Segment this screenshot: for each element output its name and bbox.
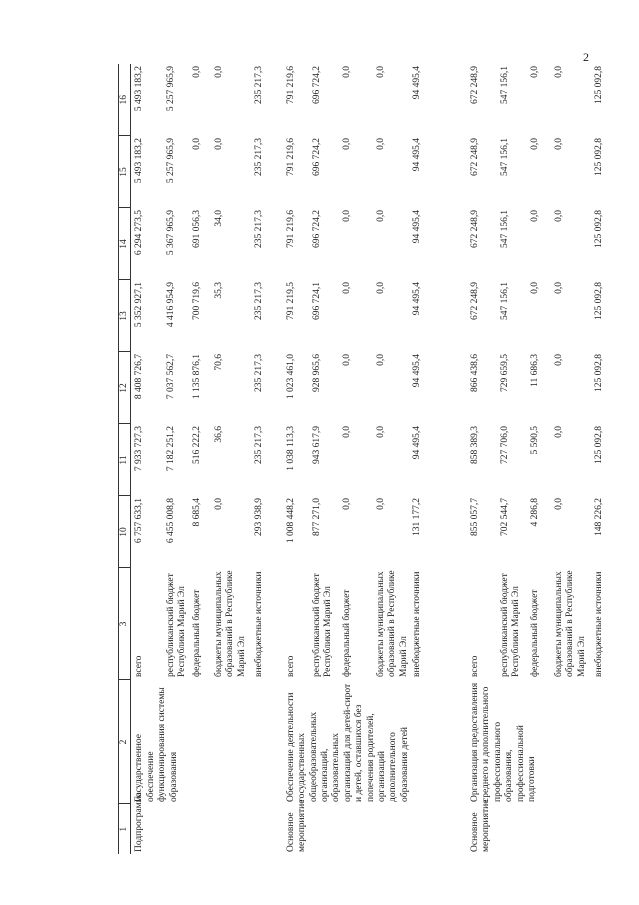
header-cell: 16 [119, 64, 131, 136]
value-cell: 7 182 251,2 [165, 426, 176, 472]
budget-table [118, 64, 619, 854]
header-cell: 3 [119, 568, 131, 680]
value-cell: 1 135 876,1 [191, 354, 202, 400]
funding-source-cell: всего [134, 655, 145, 677]
value-cell: 125 092,8 [594, 282, 605, 320]
value-cell: 1 008 448,2 [285, 498, 296, 544]
value-cell: 7 933 727,3 [134, 426, 145, 472]
funding-source-cell: республиканский бюджет Республики Марий Эл [311, 573, 334, 677]
value-cell: 0,0 [341, 66, 352, 78]
value-cell: 7 037 562,7 [165, 354, 176, 400]
value-cell: 0,0 [341, 498, 352, 510]
value-cell: 235 217,3 [253, 282, 264, 320]
table-row [283, 64, 311, 854]
funding-source-cell: внебюджетные источники [253, 571, 264, 677]
table-body [131, 64, 619, 854]
value-cell: 293 938,9 [253, 498, 264, 536]
value-cell: 791 219,6 [285, 138, 296, 176]
value-cell: 6 455 008,8 [165, 498, 176, 544]
value-cell: 125 092,8 [594, 354, 605, 392]
header-cell: 15 [119, 136, 131, 208]
header-cell: 14 [119, 208, 131, 280]
value-cell: 0,0 [554, 498, 565, 510]
value-cell: 0,0 [341, 138, 352, 150]
value-cell: 94 495,4 [412, 138, 423, 172]
value-cell: 34,0 [213, 210, 224, 227]
value-cell: 0,0 [191, 66, 202, 78]
funding-source-cell: бюджеты муниципальных образований в Республике Марий Эл [375, 570, 409, 677]
funding-source-cell: федеральный бюджет [191, 589, 202, 677]
funding-source-cell: республиканский бюджет Республики Марий Эл [500, 573, 522, 677]
item-type-cell: Основное мероприятие [470, 799, 492, 852]
value-cell: 0,0 [213, 138, 224, 150]
value-cell: 235 217,3 [253, 210, 264, 248]
value-cell: 866 438,6 [470, 354, 481, 392]
item-name-cell: Государственное обеспечение функционирования системы образования [134, 687, 179, 802]
value-cell: 94 495,4 [412, 66, 423, 100]
value-cell: 5 493 183,2 [134, 66, 145, 112]
value-cell: 125 092,8 [594, 210, 605, 248]
value-cell: 672 248,9 [470, 66, 481, 104]
funding-source-cell: всего [470, 655, 481, 677]
value-cell: 125 092,8 [594, 426, 605, 464]
value-cell: 727 706,0 [500, 426, 511, 464]
value-cell: 0,0 [213, 498, 224, 510]
value-cell: 791 219,6 [285, 66, 296, 104]
value-cell: 547 156,1 [500, 66, 511, 104]
value-cell: 0,0 [554, 210, 565, 222]
value-cell: 0,0 [341, 210, 352, 222]
header-cell: 13 [119, 280, 131, 352]
value-cell: 0,0 [375, 498, 386, 510]
value-cell: 696 724,2 [311, 66, 322, 104]
header-cell: 2 [119, 680, 131, 804]
value-cell: 0,0 [375, 210, 386, 222]
value-cell: 0,0 [341, 354, 352, 366]
value-cell: 125 092,8 [594, 66, 605, 104]
value-cell: 691 056,3 [191, 210, 202, 248]
value-cell: 70,6 [213, 354, 224, 371]
funding-source-cell: бюджеты муниципальных образований в Республике Марий Эл [554, 570, 587, 677]
value-cell: 672 248,9 [470, 282, 481, 320]
value-cell: 791 219,6 [285, 210, 296, 248]
value-cell: 928 965,6 [311, 354, 322, 392]
value-cell: 516 222,2 [191, 426, 202, 464]
funding-source-cell: федеральный бюджет [341, 589, 352, 677]
item-type-cell: Подпрограмма [134, 792, 145, 852]
value-cell: 235 217,3 [253, 138, 264, 176]
value-cell: 148 226,2 [594, 498, 605, 536]
value-cell: 0,0 [554, 66, 565, 78]
value-cell: 700 719,6 [191, 282, 202, 320]
value-cell: 235 217,3 [253, 66, 264, 104]
funding-source-cell: республиканский бюджет Республики Марий Эл [165, 573, 188, 677]
value-cell: 36,6 [213, 426, 224, 443]
value-cell: 5 367 965,9 [165, 210, 176, 256]
value-cell: 0,0 [375, 354, 386, 366]
table-row [131, 64, 165, 854]
value-cell: 696 724,2 [311, 210, 322, 248]
value-cell: 672 248,9 [470, 138, 481, 176]
value-cell: 11 686,3 [530, 354, 541, 387]
value-cell: 235 217,3 [253, 354, 264, 392]
value-cell: 6 294 273,5 [134, 210, 145, 256]
value-cell: 0,0 [554, 354, 565, 366]
item-name-cell: Организация предоставления среднего и дополнительного профессионального образования, профессиональной подготовки [470, 682, 538, 802]
value-cell: 5 257 965,9 [165, 138, 176, 184]
value-cell: 5 257 965,9 [165, 66, 176, 112]
value-cell: 0,0 [530, 66, 541, 78]
funding-source-cell: бюджеты муниципальных образований в Республике Марий Эл [213, 570, 247, 677]
value-cell: 0,0 [554, 138, 565, 150]
funding-source-cell: федеральный бюджет [530, 589, 541, 677]
funding-source-cell: внебюджетные источники [412, 571, 423, 677]
header-cell: 10 [119, 496, 131, 568]
value-cell: 0,0 [375, 426, 386, 438]
value-cell: 6 757 633,1 [134, 498, 145, 544]
value-cell: 0,0 [530, 282, 541, 294]
header-cell: 11 [119, 424, 131, 496]
value-cell: 125 092,8 [594, 138, 605, 176]
value-cell: 5 590,5 [530, 426, 541, 455]
value-cell: 696 724,2 [311, 138, 322, 176]
funding-source-cell: внебюджетные источники [594, 571, 605, 677]
value-cell: 5 493 183,2 [134, 138, 145, 184]
header-cell: 12 [119, 352, 131, 424]
value-cell: 0,0 [341, 282, 352, 294]
value-cell: 4 286,8 [530, 498, 541, 527]
value-cell: 94 495,4 [412, 210, 423, 244]
value-cell: 791 219,5 [285, 282, 296, 320]
value-cell: 8 408 726,7 [134, 354, 145, 400]
rotated-table-container [118, 64, 626, 854]
value-cell: 4 416 954,9 [165, 282, 176, 328]
value-cell: 131 177,2 [412, 498, 423, 536]
value-cell: 547 156,1 [500, 138, 511, 176]
value-cell: 696 724,1 [311, 282, 322, 320]
value-cell: 0,0 [375, 138, 386, 150]
value-cell: 0,0 [375, 66, 386, 78]
value-cell: 855 057,7 [470, 498, 481, 536]
value-cell: 35,3 [213, 282, 224, 299]
header-row [119, 64, 131, 854]
value-cell: 877 271,0 [311, 498, 322, 536]
value-cell: 943 617,9 [311, 426, 322, 464]
value-cell: 0,0 [554, 282, 565, 294]
value-cell: 94 495,4 [412, 354, 423, 388]
value-cell: 8 685,4 [191, 498, 202, 527]
value-cell: 5 352 927,1 [134, 282, 145, 328]
value-cell: 702 544,7 [500, 498, 511, 536]
item-name-cell: Обеспечение деятельности государственных общеобразовательных организаций, образовательных организаций для детей-сирот и детей, оставшихся без попечения родителей, организаций дополнительного образования детей [285, 683, 410, 802]
value-cell: 547 156,1 [500, 282, 511, 320]
value-cell: 1 023 461,0 [285, 354, 296, 400]
value-cell: 0,0 [341, 426, 352, 438]
value-cell: 1 038 113,3 [285, 426, 296, 471]
value-cell: 94 495,4 [412, 426, 423, 460]
value-cell: 0,0 [375, 282, 386, 294]
value-cell: 94 495,4 [412, 282, 423, 316]
value-cell: 547 156,1 [500, 210, 511, 248]
item-type-cell: Основное мероприятие [285, 799, 308, 852]
value-cell: 0,0 [530, 210, 541, 222]
value-cell: 672 248,9 [470, 210, 481, 248]
value-cell: 0,0 [554, 426, 565, 438]
header-cell: 1 [119, 804, 131, 854]
page-number: 2 [583, 50, 589, 64]
funding-source-cell: всего [285, 655, 296, 677]
table-row [467, 64, 499, 854]
value-cell: 0,0 [530, 138, 541, 150]
value-cell: 0,0 [213, 66, 224, 78]
value-cell: 729 659,5 [500, 354, 511, 392]
value-cell: 235 217,3 [253, 426, 264, 464]
value-cell: 0,0 [191, 138, 202, 150]
value-cell: 858 389,3 [470, 426, 481, 464]
